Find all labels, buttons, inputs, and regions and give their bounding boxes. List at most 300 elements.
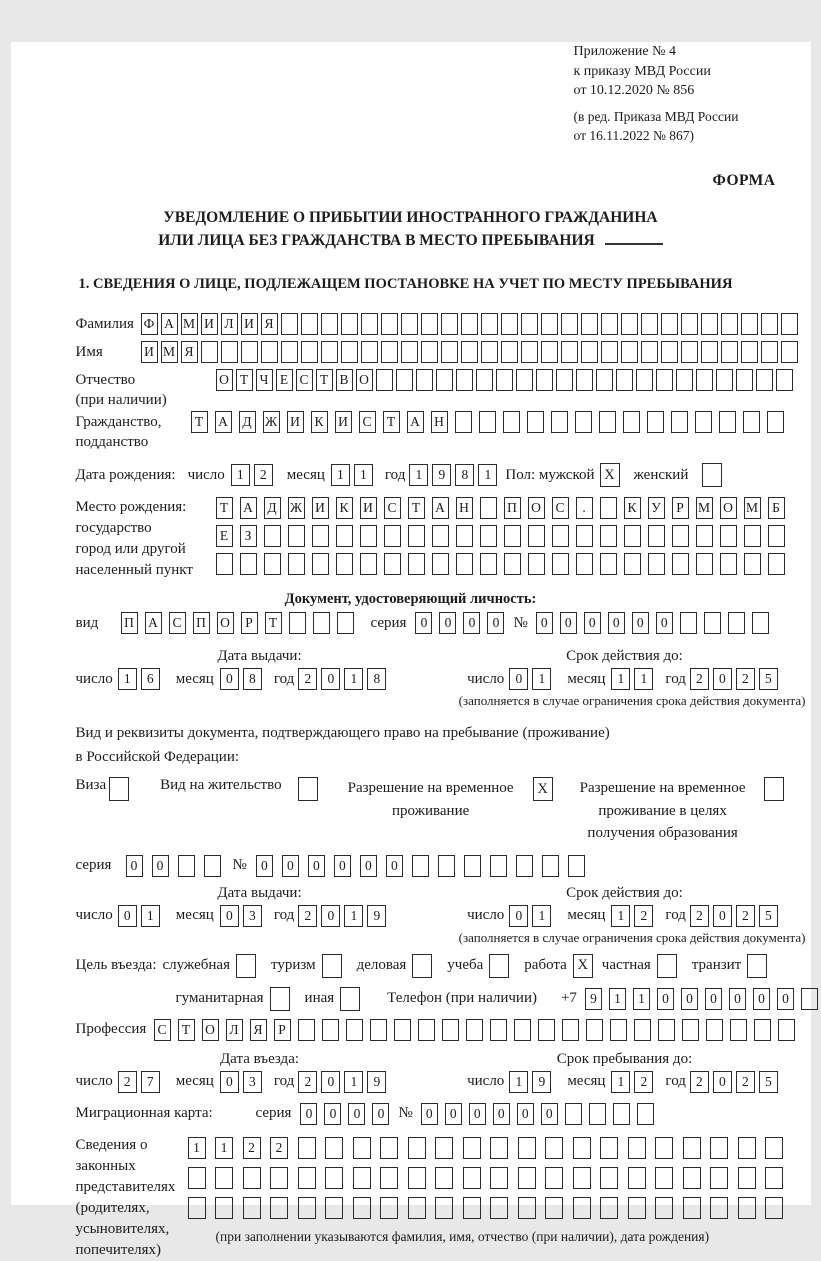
char-cell[interactable] (641, 341, 658, 363)
char-cell[interactable] (738, 1137, 756, 1159)
char-cell[interactable] (441, 341, 458, 363)
char-cell[interactable] (337, 612, 354, 634)
char-cell[interactable] (661, 341, 678, 363)
char-cell[interactable] (761, 313, 778, 335)
char-cell[interactable] (641, 313, 658, 335)
char-cell[interactable] (801, 988, 818, 1010)
char-cell[interactable]: П (504, 497, 521, 519)
birth-month-cells[interactable] (331, 464, 377, 486)
char-cell[interactable] (464, 855, 481, 877)
char-cell[interactable]: 2 (736, 905, 755, 927)
char-cell[interactable]: А (407, 411, 424, 433)
res-valid-day-cells[interactable] (509, 905, 555, 927)
char-cell[interactable] (683, 1137, 701, 1159)
char-cell[interactable] (575, 411, 592, 433)
char-cell[interactable] (438, 855, 455, 877)
char-cell[interactable] (480, 497, 497, 519)
char-cell[interactable] (610, 1019, 627, 1041)
char-cell[interactable] (728, 612, 745, 634)
char-cell[interactable]: 0 (656, 612, 673, 634)
char-cell[interactable]: С (296, 369, 313, 391)
char-cell[interactable]: 0 (334, 855, 351, 877)
char-cell[interactable]: 0 (509, 905, 528, 927)
char-cell[interactable]: В (336, 369, 353, 391)
char-cell[interactable]: 0 (445, 1103, 462, 1125)
char-cell[interactable] (215, 1197, 233, 1219)
char-cell[interactable]: 0 (126, 855, 143, 877)
char-cell[interactable] (721, 313, 738, 335)
char-cell[interactable]: И (201, 313, 218, 335)
char-cell[interactable] (765, 1137, 783, 1159)
res-issue-day-cells[interactable] (118, 905, 164, 927)
char-cell[interactable]: Я (250, 1019, 267, 1041)
birth-day-cells[interactable] (231, 464, 277, 486)
char-cell[interactable] (600, 525, 617, 547)
char-cell[interactable] (730, 1019, 747, 1041)
char-cell[interactable]: 0 (713, 905, 732, 927)
char-cell[interactable] (313, 612, 330, 634)
char-cell[interactable]: 0 (386, 855, 403, 877)
char-cell[interactable]: А (240, 497, 257, 519)
char-cell[interactable] (624, 553, 641, 575)
char-cell[interactable]: 1 (633, 988, 650, 1010)
char-cell[interactable]: 0 (220, 668, 239, 690)
char-cell[interactable]: С (169, 612, 186, 634)
char-cell[interactable] (747, 954, 767, 978)
res-valid-year-cells[interactable] (690, 905, 782, 927)
char-cell[interactable] (463, 1167, 481, 1189)
char-cell[interactable] (556, 369, 573, 391)
checkbox-purpose-business[interactable] (412, 954, 435, 978)
char-cell[interactable]: О (356, 369, 373, 391)
char-cell[interactable] (312, 525, 329, 547)
char-cell[interactable] (671, 411, 688, 433)
char-cell[interactable] (702, 463, 722, 487)
checkbox-female[interactable] (702, 463, 726, 487)
checkbox-purpose-official[interactable] (236, 954, 259, 978)
char-cell[interactable]: 1 (344, 1071, 363, 1093)
char-cell[interactable] (743, 411, 760, 433)
char-cell[interactable] (312, 553, 329, 575)
char-cell[interactable]: М (181, 313, 198, 335)
char-cell[interactable]: А (215, 411, 232, 433)
char-cell[interactable] (416, 369, 433, 391)
char-cell[interactable]: 2 (298, 1071, 317, 1093)
birth-place-row3-cells[interactable] (216, 553, 792, 575)
char-cell[interactable] (188, 1167, 206, 1189)
char-cell[interactable]: 0 (632, 612, 649, 634)
char-cell[interactable] (435, 1137, 453, 1159)
char-cell[interactable]: 0 (487, 612, 504, 634)
char-cell[interactable] (201, 341, 218, 363)
stay-month-cells[interactable] (611, 1071, 657, 1093)
char-cell[interactable]: 1 (354, 464, 373, 486)
char-cell[interactable] (481, 341, 498, 363)
char-cell[interactable] (719, 411, 736, 433)
char-cell[interactable] (204, 855, 221, 877)
rep-row2-cells[interactable] (188, 1167, 793, 1189)
char-cell[interactable] (552, 525, 569, 547)
char-cell[interactable] (576, 369, 593, 391)
char-cell[interactable] (545, 1137, 563, 1159)
char-cell[interactable]: 0 (220, 905, 239, 927)
char-cell[interactable]: 6 (141, 668, 160, 690)
char-cell[interactable] (765, 1197, 783, 1219)
char-cell[interactable]: 9 (367, 1071, 386, 1093)
char-cell[interactable]: 0 (657, 988, 674, 1010)
char-cell[interactable]: Ч (256, 369, 273, 391)
char-cell[interactable] (657, 954, 677, 978)
char-cell[interactable]: 0 (439, 612, 456, 634)
char-cell[interactable] (381, 313, 398, 335)
char-cell[interactable] (481, 313, 498, 335)
char-cell[interactable]: 0 (372, 1103, 389, 1125)
char-cell[interactable] (384, 553, 401, 575)
res-valid-month-cells[interactable] (611, 905, 657, 927)
char-cell[interactable]: Л (226, 1019, 243, 1041)
char-cell[interactable]: 1 (609, 988, 626, 1010)
char-cell[interactable]: С (359, 411, 376, 433)
char-cell[interactable] (408, 1137, 426, 1159)
char-cell[interactable]: 8 (243, 668, 262, 690)
char-cell[interactable] (490, 855, 507, 877)
char-cell[interactable]: 7 (141, 1071, 160, 1093)
char-cell[interactable] (637, 1103, 654, 1125)
char-cell[interactable] (480, 525, 497, 547)
char-cell[interactable]: 1 (188, 1137, 206, 1159)
char-cell[interactable]: Я (261, 313, 278, 335)
char-cell[interactable] (504, 525, 521, 547)
char-cell[interactable] (710, 1167, 728, 1189)
char-cell[interactable] (601, 313, 618, 335)
char-cell[interactable] (781, 313, 798, 335)
char-cell[interactable]: 0 (360, 855, 377, 877)
char-cell[interactable] (360, 553, 377, 575)
char-cell[interactable] (441, 313, 458, 335)
char-cell[interactable] (281, 341, 298, 363)
char-cell[interactable] (542, 855, 559, 877)
char-cell[interactable] (341, 341, 358, 363)
char-cell[interactable]: К (311, 411, 328, 433)
char-cell[interactable]: 0 (541, 1103, 558, 1125)
birth-place-row2-cells[interactable] (216, 525, 792, 547)
char-cell[interactable] (216, 553, 233, 575)
char-cell[interactable]: 2 (254, 464, 273, 486)
char-cell[interactable] (561, 313, 578, 335)
char-cell[interactable]: 1 (344, 668, 363, 690)
char-cell[interactable] (518, 1197, 536, 1219)
char-cell[interactable]: 1 (509, 1071, 528, 1093)
char-cell[interactable] (696, 525, 713, 547)
char-cell[interactable]: Я (181, 341, 198, 363)
char-cell[interactable] (516, 369, 533, 391)
char-cell[interactable]: Е (276, 369, 293, 391)
char-cell[interactable]: Д (239, 411, 256, 433)
char-cell[interactable] (243, 1167, 261, 1189)
char-cell[interactable]: Т (216, 497, 233, 519)
issue-year-cells[interactable] (298, 668, 390, 690)
char-cell[interactable] (623, 411, 640, 433)
char-cell[interactable] (376, 369, 393, 391)
char-cell[interactable]: М (744, 497, 761, 519)
char-cell[interactable]: 1 (532, 668, 551, 690)
given-name-cells[interactable] (141, 341, 801, 363)
rep-row3-cells[interactable] (188, 1197, 793, 1219)
char-cell[interactable]: С (384, 497, 401, 519)
char-cell[interactable]: Ж (263, 411, 280, 433)
char-cell[interactable] (325, 1137, 343, 1159)
char-cell[interactable] (741, 313, 758, 335)
char-cell[interactable]: X (600, 463, 620, 487)
char-cell[interactable]: О (528, 497, 545, 519)
char-cell[interactable]: 0 (584, 612, 601, 634)
char-cell[interactable]: 0 (321, 1071, 340, 1093)
char-cell[interactable] (346, 1019, 363, 1041)
char-cell[interactable]: 0 (256, 855, 273, 877)
char-cell[interactable] (634, 1019, 651, 1041)
char-cell[interactable] (418, 1019, 435, 1041)
char-cell[interactable] (432, 525, 449, 547)
valid-month-cells[interactable] (611, 668, 657, 690)
char-cell[interactable]: 0 (536, 612, 553, 634)
char-cell[interactable] (490, 1019, 507, 1041)
char-cell[interactable] (270, 1197, 288, 1219)
char-cell[interactable] (681, 313, 698, 335)
char-cell[interactable]: 0 (729, 988, 746, 1010)
char-cell[interactable] (298, 1167, 316, 1189)
char-cell[interactable]: Т (191, 411, 208, 433)
char-cell[interactable] (361, 313, 378, 335)
char-cell[interactable]: 3 (243, 905, 262, 927)
char-cell[interactable]: 0 (308, 855, 325, 877)
char-cell[interactable] (720, 553, 737, 575)
doc-number-cells[interactable] (536, 612, 776, 634)
char-cell[interactable] (600, 1137, 618, 1159)
char-cell[interactable] (672, 553, 689, 575)
char-cell[interactable]: Ф (141, 313, 158, 335)
char-cell[interactable] (298, 777, 318, 801)
char-cell[interactable] (573, 1137, 591, 1159)
char-cell[interactable]: 1 (478, 464, 497, 486)
char-cell[interactable] (408, 1167, 426, 1189)
char-cell[interactable] (581, 313, 598, 335)
char-cell[interactable] (442, 1019, 459, 1041)
char-cell[interactable] (576, 553, 593, 575)
char-cell[interactable] (568, 855, 585, 877)
char-cell[interactable] (436, 369, 453, 391)
char-cell[interactable] (716, 369, 733, 391)
char-cell[interactable] (738, 1197, 756, 1219)
surname-cells[interactable] (141, 313, 801, 335)
char-cell[interactable] (695, 411, 712, 433)
char-cell[interactable] (586, 1019, 603, 1041)
doc-series-cells[interactable] (415, 612, 511, 634)
char-cell[interactable] (538, 1019, 555, 1041)
char-cell[interactable] (479, 411, 496, 433)
checkbox-temp-residence[interactable] (533, 777, 556, 801)
char-cell[interactable] (596, 369, 613, 391)
char-cell[interactable] (527, 411, 544, 433)
char-cell[interactable]: Р (672, 497, 689, 519)
char-cell[interactable] (380, 1167, 398, 1189)
char-cell[interactable] (353, 1167, 371, 1189)
char-cell[interactable] (736, 369, 753, 391)
char-cell[interactable]: О (202, 1019, 219, 1041)
char-cell[interactable] (528, 525, 545, 547)
issue-month-cells[interactable] (220, 668, 266, 690)
char-cell[interactable]: Ж (288, 497, 305, 519)
char-cell[interactable]: Т (178, 1019, 195, 1041)
char-cell[interactable] (480, 553, 497, 575)
valid-year-cells[interactable] (690, 668, 782, 690)
char-cell[interactable] (565, 1103, 582, 1125)
char-cell[interactable] (325, 1197, 343, 1219)
char-cell[interactable] (756, 369, 773, 391)
checkbox-purpose-humanitarian[interactable] (270, 987, 293, 1011)
char-cell[interactable] (744, 525, 761, 547)
char-cell[interactable]: А (161, 313, 178, 335)
char-cell[interactable]: 1 (331, 464, 350, 486)
char-cell[interactable]: 2 (690, 905, 709, 927)
char-cell[interactable] (504, 553, 521, 575)
char-cell[interactable]: Р (274, 1019, 291, 1041)
char-cell[interactable] (489, 954, 509, 978)
char-cell[interactable]: 2 (243, 1137, 261, 1159)
char-cell[interactable] (561, 341, 578, 363)
char-cell[interactable] (601, 341, 618, 363)
char-cell[interactable]: 0 (509, 668, 528, 690)
char-cell[interactable] (562, 1019, 579, 1041)
char-cell[interactable]: 0 (681, 988, 698, 1010)
char-cell[interactable] (463, 1197, 481, 1219)
char-cell[interactable] (289, 612, 306, 634)
char-cell[interactable] (768, 525, 785, 547)
char-cell[interactable] (264, 525, 281, 547)
char-cell[interactable]: И (335, 411, 352, 433)
char-cell[interactable]: Т (265, 612, 282, 634)
char-cell[interactable]: 0 (321, 905, 340, 927)
char-cell[interactable]: 0 (463, 612, 480, 634)
char-cell[interactable]: О (216, 369, 233, 391)
char-cell[interactable] (738, 1167, 756, 1189)
char-cell[interactable] (432, 553, 449, 575)
char-cell[interactable] (264, 553, 281, 575)
char-cell[interactable] (768, 553, 785, 575)
rep-row1-cells[interactable] (188, 1137, 793, 1159)
stay-day-cells[interactable] (509, 1071, 555, 1093)
char-cell[interactable] (704, 612, 721, 634)
char-cell[interactable]: 0 (152, 855, 169, 877)
checkbox-male[interactable] (600, 463, 624, 487)
char-cell[interactable]: 2 (118, 1071, 137, 1093)
entry-year-cells[interactable] (298, 1071, 390, 1093)
char-cell[interactable] (600, 1197, 618, 1219)
issue-day-cells[interactable] (118, 668, 164, 690)
char-cell[interactable]: Т (383, 411, 400, 433)
char-cell[interactable] (647, 411, 664, 433)
char-cell[interactable] (599, 411, 616, 433)
char-cell[interactable] (683, 1167, 701, 1189)
char-cell[interactable] (676, 369, 693, 391)
char-cell[interactable] (325, 1167, 343, 1189)
checkbox-purpose-private[interactable] (657, 954, 680, 978)
char-cell[interactable] (336, 553, 353, 575)
char-cell[interactable]: 2 (690, 668, 709, 690)
char-cell[interactable]: А (145, 612, 162, 634)
char-cell[interactable] (501, 313, 518, 335)
char-cell[interactable] (616, 369, 633, 391)
char-cell[interactable] (380, 1197, 398, 1219)
res-issue-month-cells[interactable] (220, 905, 266, 927)
char-cell[interactable] (241, 341, 258, 363)
checkbox-purpose-tourism[interactable] (322, 954, 345, 978)
char-cell[interactable]: X (573, 954, 593, 978)
char-cell[interactable] (240, 553, 257, 575)
char-cell[interactable]: 2 (736, 1071, 755, 1093)
char-cell[interactable] (628, 1167, 646, 1189)
char-cell[interactable]: И (141, 341, 158, 363)
char-cell[interactable] (288, 553, 305, 575)
char-cell[interactable] (381, 341, 398, 363)
char-cell[interactable] (648, 525, 665, 547)
char-cell[interactable]: 0 (517, 1103, 534, 1125)
char-cell[interactable] (744, 553, 761, 575)
char-cell[interactable]: 2 (298, 668, 317, 690)
char-cell[interactable]: М (161, 341, 178, 363)
char-cell[interactable] (636, 369, 653, 391)
char-cell[interactable] (421, 341, 438, 363)
char-cell[interactable] (360, 525, 377, 547)
char-cell[interactable]: С (154, 1019, 171, 1041)
char-cell[interactable] (298, 1137, 316, 1159)
char-cell[interactable] (681, 341, 698, 363)
char-cell[interactable] (720, 525, 737, 547)
char-cell[interactable] (696, 369, 713, 391)
char-cell[interactable]: 1 (532, 905, 551, 927)
char-cell[interactable] (545, 1197, 563, 1219)
checkbox-visa[interactable] (109, 777, 132, 801)
char-cell[interactable]: 0 (300, 1103, 317, 1125)
char-cell[interactable]: 8 (455, 464, 474, 486)
char-cell[interactable]: Б (768, 497, 785, 519)
char-cell[interactable] (778, 1019, 795, 1041)
char-cell[interactable] (613, 1103, 630, 1125)
char-cell[interactable]: 2 (736, 668, 755, 690)
char-cell[interactable] (764, 777, 784, 801)
char-cell[interactable] (516, 855, 533, 877)
char-cell[interactable]: 2 (270, 1137, 288, 1159)
char-cell[interactable]: 2 (298, 905, 317, 927)
char-cell[interactable]: 3 (243, 1071, 262, 1093)
char-cell[interactable] (706, 1019, 723, 1041)
char-cell[interactable] (384, 525, 401, 547)
char-cell[interactable] (490, 1167, 508, 1189)
char-cell[interactable] (421, 313, 438, 335)
char-cell[interactable] (761, 341, 778, 363)
char-cell[interactable]: 1 (611, 668, 630, 690)
char-cell[interactable] (412, 954, 432, 978)
char-cell[interactable] (336, 525, 353, 547)
char-cell[interactable] (109, 777, 129, 801)
char-cell[interactable] (721, 341, 738, 363)
doc-type-cells[interactable] (121, 612, 361, 634)
char-cell[interactable] (710, 1197, 728, 1219)
char-cell[interactable]: 9 (367, 905, 386, 927)
char-cell[interactable] (589, 1103, 606, 1125)
char-cell[interactable] (288, 525, 305, 547)
stay-year-cells[interactable] (690, 1071, 782, 1093)
char-cell[interactable] (552, 553, 569, 575)
